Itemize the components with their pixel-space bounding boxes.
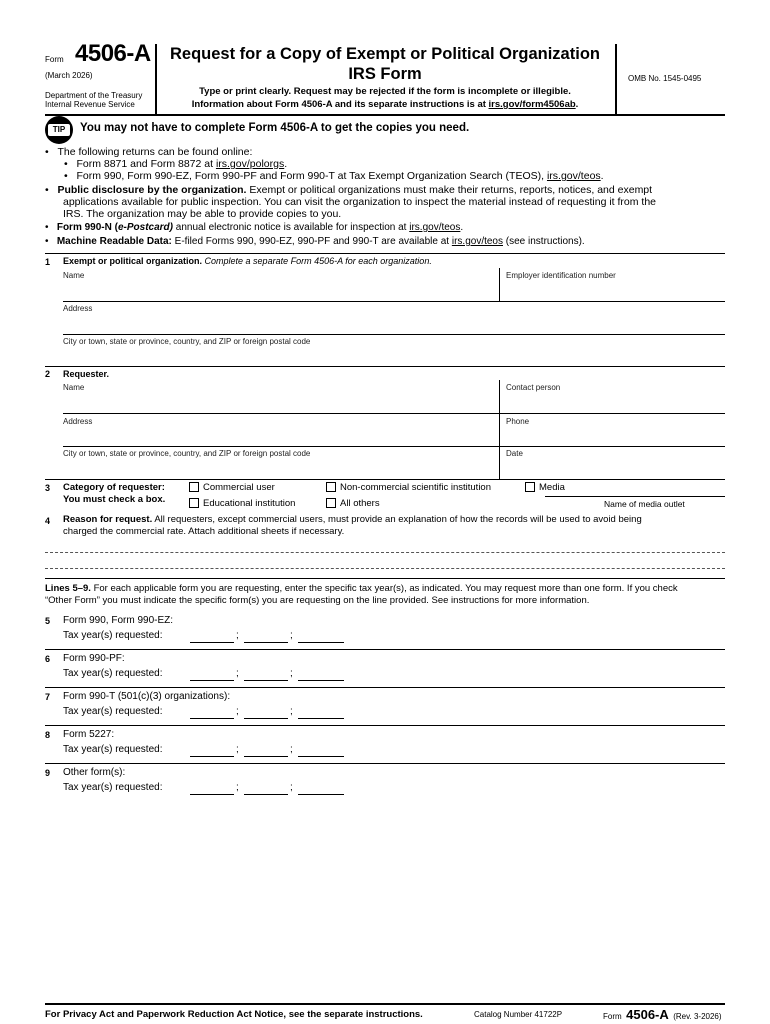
ein-field[interactable]: Employer identification number	[506, 271, 616, 280]
all-others-label: All others	[340, 498, 380, 509]
form-title	[160, 44, 610, 84]
teos-link-2[interactable]: irs.gov/teos	[409, 222, 461, 233]
line-2-number: 2	[45, 369, 51, 379]
privacy-notice: For Privacy Act and Paperwork Reduction Act Notice, see the separate instructions.	[45, 1009, 423, 1020]
tax-year-1[interactable]	[190, 718, 234, 719]
tax-year-3[interactable]	[298, 756, 344, 757]
bullet-990n: • Form 990-N (e-Postcard) annual electronic notice is available for inspection at irs.gov/teos.	[45, 222, 464, 233]
teos-link-1[interactable]: irs.gov/teos	[546, 170, 601, 182]
form-line-5: 5 Form 990, Form 990-EZ: Tax year(s) requested: ; ;	[0, 612, 770, 649]
tax-year-2[interactable]	[244, 794, 288, 795]
form-lines-list	[0, 612, 770, 807]
tax-year-3[interactable]	[298, 642, 344, 643]
form-line-6: 6 Form 990-PF: Tax year(s) requested: ; ;	[0, 650, 770, 687]
form-line-9: 9 Other form(s): Tax year(s) requested: ; ;	[0, 764, 770, 804]
org-city-field[interactable]: City or town, state or province, country, and ZIP or foreign postal code	[63, 337, 311, 346]
all-others-checkbox[interactable]	[326, 498, 336, 508]
line-1-number: 1	[45, 257, 51, 267]
bullet-machine-readable: • Machine Readable Data: E-filed Forms 990, 990-EZ, 990-PF and 990-T are available at irs.gov/teos (see instructions).	[45, 236, 585, 247]
title-line-2: IRS Form	[348, 65, 422, 83]
tax-year-2[interactable]	[244, 642, 288, 643]
line-4-number: 4	[45, 516, 51, 526]
omb-number: OMB No. 1545-0495	[628, 74, 702, 83]
tax-year-1[interactable]	[190, 794, 234, 795]
media-checkbox[interactable]	[525, 482, 535, 492]
reason-input[interactable]	[45, 540, 725, 574]
bullet-polorgs: • Form 8871 and Form 8872 at irs.gov/polorgs.	[64, 158, 288, 170]
noncommercial-label: Non-commercial scientific institution	[340, 482, 491, 493]
tax-year-2[interactable]	[244, 718, 288, 719]
noncommercial-checkbox[interactable]	[326, 482, 336, 492]
commercial-user-label: Commercial user	[203, 482, 275, 493]
bullet-teos: • Form 990, Form 990-EZ, Form 990-PF and Form 990-T at Tax Exempt Organization Search (TEOS), irs.gov/teos.	[64, 170, 604, 182]
line-3-number: 3	[45, 483, 51, 493]
tax-year-2[interactable]	[244, 756, 288, 757]
org-name-field[interactable]: Name	[63, 271, 85, 280]
media-label: Media	[539, 482, 565, 493]
form-line-7: 7 Form 990-T (501(c)(3) organizations): Tax year(s) requested: ; ;	[0, 688, 770, 725]
teos-link-3[interactable]: irs.gov/teos	[451, 236, 503, 247]
commercial-user-checkbox[interactable]	[189, 482, 199, 492]
tax-year-2[interactable]	[244, 680, 288, 681]
requester-name-field[interactable]: Name	[63, 383, 85, 392]
phone-field[interactable]: Phone	[506, 417, 530, 426]
line-2-heading: Requester.	[63, 369, 110, 379]
dept-treasury: Department of the Treasury	[45, 91, 143, 100]
form-line-8: 8 Form 5227: Tax year(s) requested: ; ;	[0, 726, 770, 763]
line-4-text: Reason for request. All requesters, except commercial users, must provide an explanation of how the records will be used to avoid being charged the commercial rate. Attach additional sheets if necessary.	[63, 514, 642, 537]
media-outlet-caption: Name of media outlet	[604, 499, 685, 509]
catalog-number: Catalog Number 41722P	[474, 1010, 563, 1019]
org-address-field[interactable]: Address	[63, 304, 93, 313]
form-subtitle	[160, 85, 610, 111]
date-field[interactable]: Date	[506, 449, 523, 458]
tax-year-1[interactable]	[190, 680, 234, 681]
tip-text: You may not have to complete Form 4506-A to get the copies you need.	[80, 122, 470, 134]
requester-city-field[interactable]: City or town, state or province, country, and ZIP or foreign postal code	[63, 449, 311, 458]
educational-checkbox[interactable]	[189, 498, 199, 508]
public-disclosure-line-3: IRS. The organization may be able to provide copies to you.	[63, 208, 342, 220]
tax-year-3[interactable]	[298, 794, 344, 795]
line-3-label: Category of requester: You must check a box.	[63, 482, 166, 505]
tip-icon	[45, 116, 73, 144]
tax-year-1[interactable]	[190, 756, 234, 757]
title-line-1: Request for a Copy of Exempt or Political Organization	[170, 45, 600, 63]
form-number: 4506-A	[75, 40, 151, 67]
tax-year-1[interactable]	[190, 642, 234, 643]
bullet-online-returns: • The following returns can be found online:	[45, 146, 253, 158]
tax-year-3[interactable]	[298, 680, 344, 681]
bullet-public-disclosure: • Public disclosure by the organization. Exempt or political organizations must make their returns, reports, notices, and exempt	[45, 184, 653, 196]
form-instructions-link[interactable]: irs.gov/form4506ab	[488, 99, 576, 110]
footer-form-id: Form 4506-A (Rev. 3-2026)	[603, 1007, 722, 1022]
tip-badge: TIP	[48, 124, 70, 136]
dept-irs: Internal Revenue Service	[45, 100, 135, 109]
lines-5-9-instructions: Lines 5–9. For each applicable form you are requesting, enter the specific tax year(s), as indicated. You may request more than one form. If you check “Other Form” you must indicate the specific form(s) you are requesting on the line provided. See instructions for more information.	[45, 583, 678, 606]
subtitle-line-1: Type or print clearly. Request may be rejected if the form is incomplete or illegible.	[199, 86, 571, 97]
polorgs-link[interactable]: irs.gov/polorgs	[215, 158, 285, 170]
subtitle-line-2: Information about Form 4506-A and its separate instructions is at irs.gov/form4506ab.	[191, 99, 579, 110]
educational-label: Educational institution	[203, 498, 296, 509]
form-header	[0, 0, 770, 120]
form-word: Form	[45, 55, 64, 64]
form-date: (March 2026)	[45, 71, 93, 80]
tax-year-3[interactable]	[298, 718, 344, 719]
media-outlet-field[interactable]	[545, 482, 725, 496]
contact-person-field[interactable]: Contact person	[506, 383, 561, 392]
public-disclosure-line-2: applications available for public inspection. You can visit the organization to inspect the material instead of requesting it from the	[63, 196, 657, 208]
line-1-heading: Exempt or political organization. Complete a separate Form 4506-A for each organization.	[63, 256, 432, 266]
requester-address-field[interactable]: Address	[63, 417, 93, 426]
